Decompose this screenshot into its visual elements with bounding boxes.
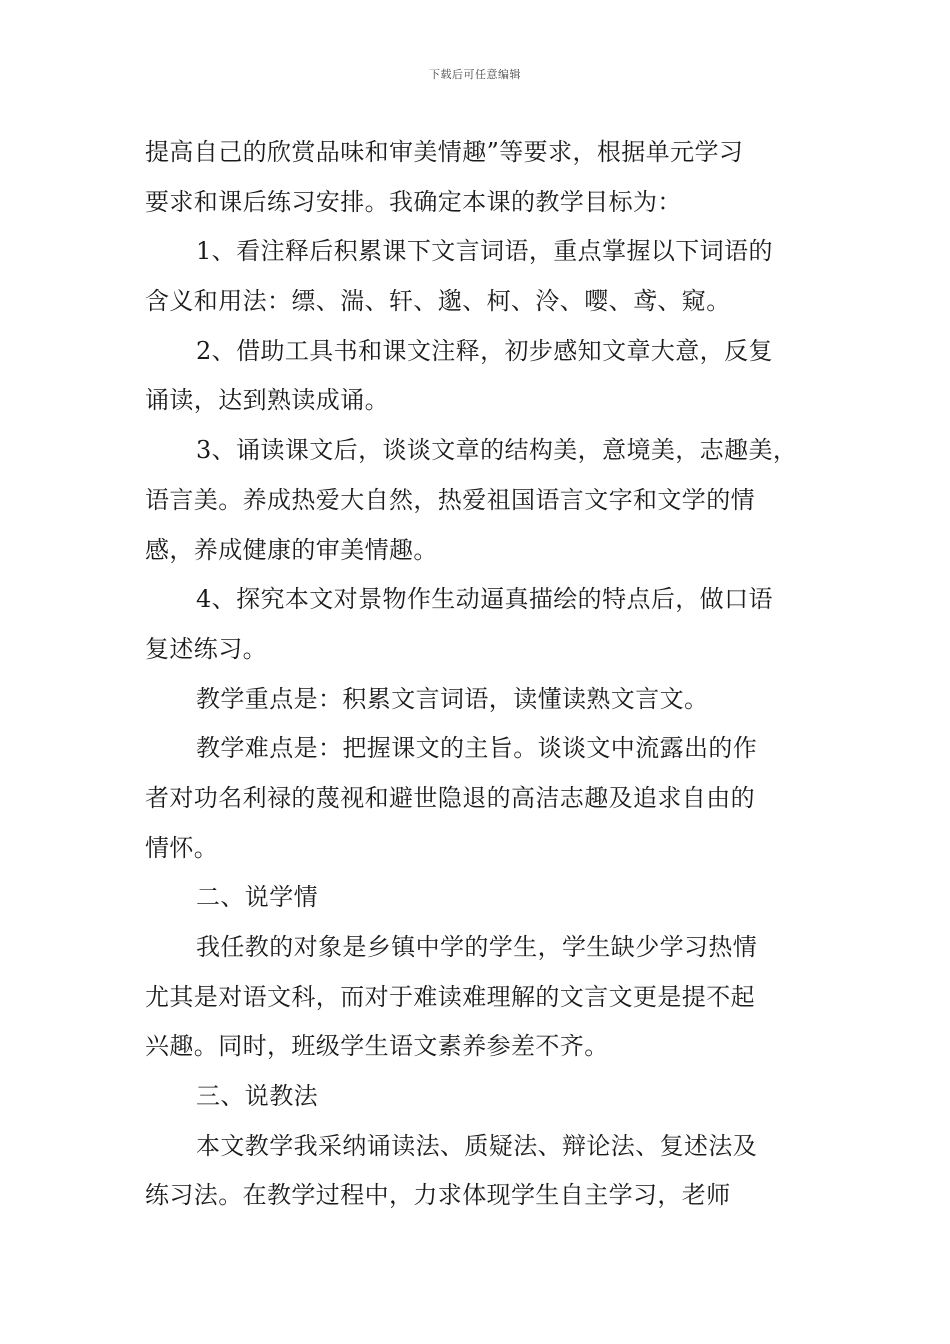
section-heading: 二、说学情	[196, 883, 318, 912]
text-line: 本文教学我采纳诵读法、质疑法、辩论法、复述法及	[196, 1131, 758, 1160]
section-heading: 三、说教法	[196, 1082, 318, 1111]
text-line: 诵读，达到熟读成诵。	[145, 386, 389, 415]
text-line: 语言美。养成热爱大自然，热爱祖国语言文字和文学的情	[145, 485, 755, 514]
text-line: 者对功名利禄的蔑视和避世隐退的高洁志趣及追求自由的	[145, 783, 755, 812]
text-line: 情怀。	[145, 833, 219, 862]
text-line: 提高自己的欣赏品味和审美情趣”等要求，根据单元学习	[145, 138, 744, 166]
text-line: 1、看注释后积累课下文言词语，重点掌握以下词语的	[196, 237, 773, 266]
text-line: 含义和用法：缥、湍、轩、邈、柯、泠、嘤、鸢、窥。	[145, 287, 731, 316]
text-line: 复述练习。	[145, 634, 267, 663]
document-body	[145, 128, 817, 1221]
text-line: 教学重点是：积累文言词语，读懂读熟文言文。	[196, 684, 709, 713]
page-header: 下载后可任意编辑	[429, 68, 521, 81]
text-line: 兴趣。同时，班级学生语文素养参差不齐。	[145, 1032, 609, 1061]
text-line: 感，养成健康的审美情趣。	[145, 535, 438, 564]
text-line: 练习法。在教学过程中，力求体现学生自主学习，老师	[145, 1181, 731, 1210]
text-line: 要求和课后练习安排。我确定本课的教学目标为：	[145, 187, 682, 216]
text-line: 我任教的对象是乡镇中学的学生，学生缺少学习热情	[196, 933, 758, 961]
text-line: 3、诵读课文后，谈谈文章的结构美，意境美，志趣美，	[196, 436, 798, 465]
text-line: 教学难点是：把握课文的主旨。谈谈文中流露出的作	[196, 734, 758, 763]
text-line: 2、借助工具书和课文注释，初步感知文章大意，反复	[196, 336, 773, 365]
text-line: 4、探究本文对景物作生动逼真描绘的特点后，做口语	[196, 585, 773, 614]
text-line: 尤其是对语文科，而对于难读难理解的文言文更是提不起	[145, 982, 755, 1011]
